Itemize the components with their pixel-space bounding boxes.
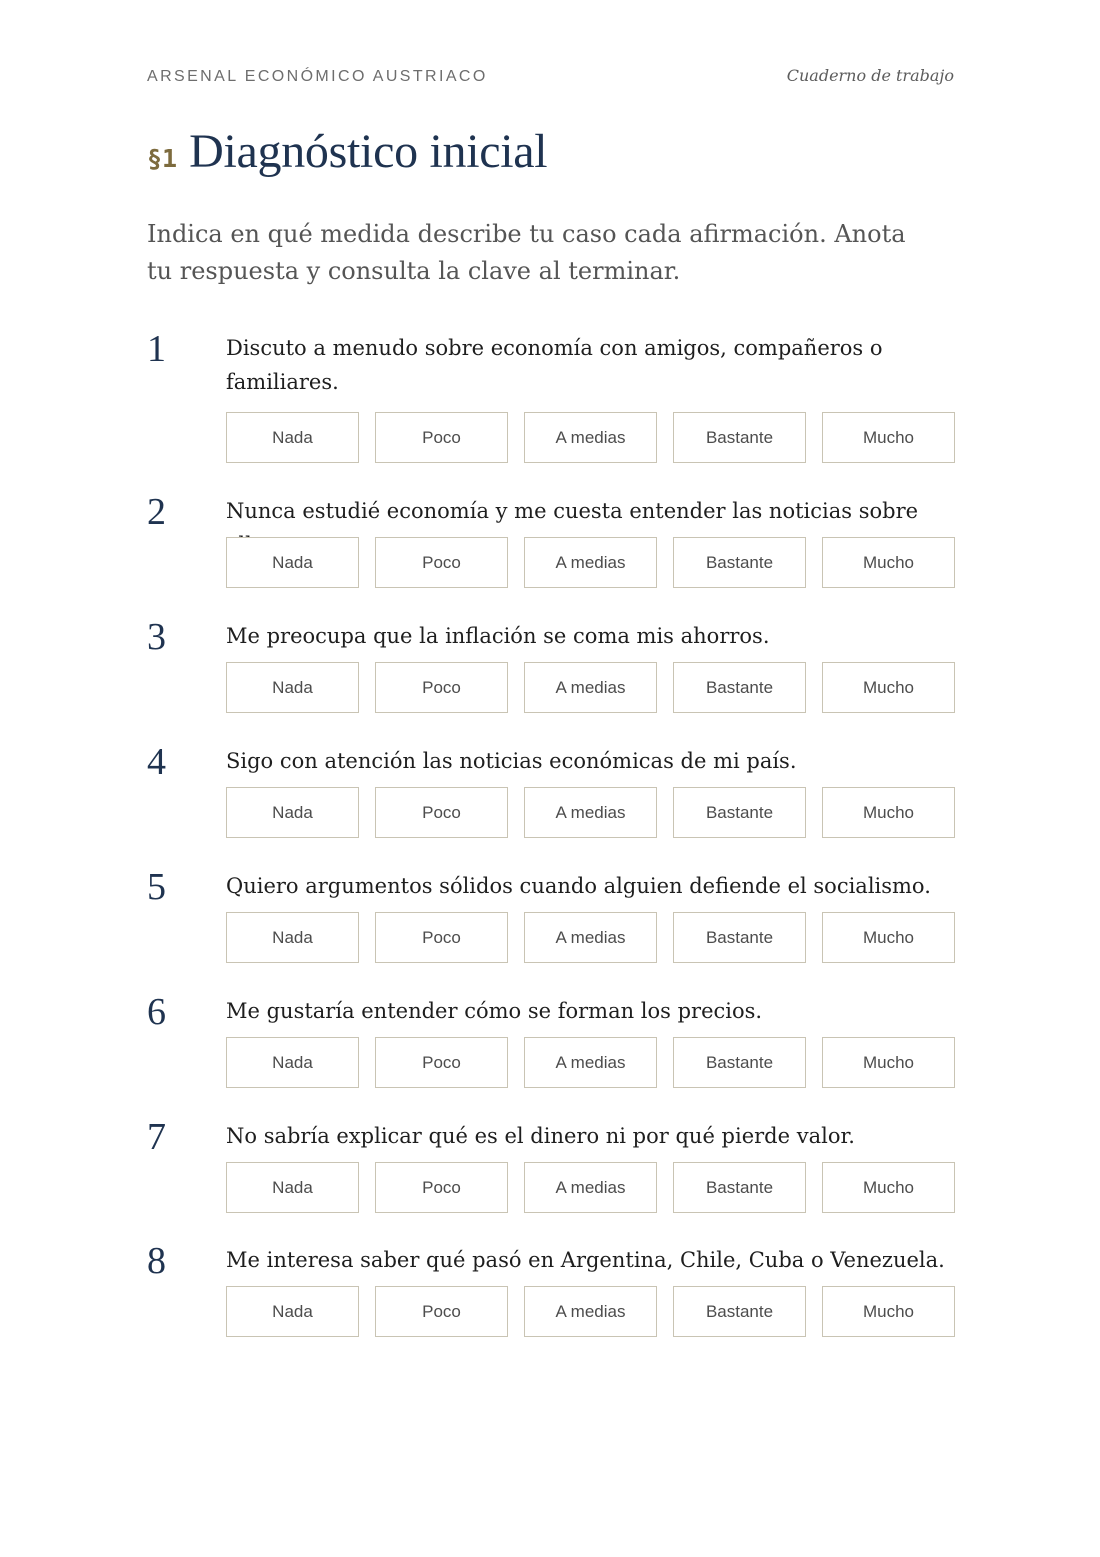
answer-option-nada[interactable]: Nada [226,1162,359,1213]
question-text: Sigo con atención las noticias económicas de mi país. [226,749,797,773]
answer-option-mucho[interactable]: Mucho [822,1037,955,1088]
answer-option-a-medias[interactable]: A medias [524,787,657,838]
document-type-label: Cuaderno de trabajo [786,66,954,85]
section-number: §1 [147,144,178,173]
answer-option-a-medias[interactable]: A medias [524,537,657,588]
answer-option-bastante[interactable]: Bastante [673,662,806,713]
answer-scale [226,412,955,463]
question-number: 1 [147,328,166,370]
answer-option-bastante[interactable]: Bastante [673,537,806,588]
answer-option-nada[interactable]: Nada [226,412,359,463]
answer-scale [226,912,955,963]
answer-scale [226,1037,955,1088]
brand-label: ARSENAL ECONÓMICO AUSTRIACO [147,68,488,85]
answer-option-nada[interactable]: Nada [226,662,359,713]
question-text: Me preocupa que la inflación se coma mis ahorros. [226,624,770,648]
section-intro: Indica en qué medida describe tu caso cada afirmación. Anota tu respuesta y consulta la clave al terminar. [147,220,906,285]
answer-option-nada[interactable]: Nada [226,787,359,838]
answer-option-nada[interactable]: Nada [226,1037,359,1088]
question-text: Me gustaría entender cómo se forman los precios. [226,999,763,1023]
answer-option-poco[interactable]: Poco [375,1037,508,1088]
question-text: Me interesa saber qué pasó en Argentina, Chile, Cuba o Venezuela. [226,1248,945,1272]
answer-option-poco[interactable]: Poco [375,412,508,463]
question-number: 5 [147,866,166,908]
answer-option-mucho[interactable]: Mucho [822,1162,955,1213]
answer-option-mucho[interactable]: Mucho [822,412,955,463]
answer-option-poco[interactable]: Poco [375,787,508,838]
answer-option-a-medias[interactable]: A medias [524,1162,657,1213]
answer-scale [226,1286,955,1337]
answer-option-mucho[interactable]: Mucho [822,537,955,588]
answer-option-poco[interactable]: Poco [375,662,508,713]
section-title: Diagnóstico inicial [189,125,548,178]
answer-option-poco[interactable]: Poco [375,1162,508,1213]
answer-scale [226,1162,955,1213]
answer-option-poco[interactable]: Poco [375,537,508,588]
answer-option-a-medias[interactable]: A medias [524,412,657,463]
answer-option-bastante[interactable]: Bastante [673,412,806,463]
answer-scale [226,537,955,588]
question-number: 6 [147,991,166,1033]
question-number: 2 [147,491,166,533]
section-heading [147,124,547,188]
answer-option-a-medias[interactable]: A medias [524,1286,657,1337]
question-number: 4 [147,741,166,783]
answer-option-a-medias[interactable]: A medias [524,662,657,713]
answer-option-bastante[interactable]: Bastante [673,1037,806,1088]
question-text: Discuto a menudo sobre economía con amigos, compañeros o familiares. [226,336,883,394]
answer-option-a-medias[interactable]: A medias [524,1037,657,1088]
answer-option-bastante[interactable]: Bastante [673,787,806,838]
answer-option-nada[interactable]: Nada [226,1286,359,1337]
question-text: No sabría explicar qué es el dinero ni por qué pierde valor. [226,1124,855,1148]
question-text: Nunca estudié economía y me cuesta entender las noticias sobre [226,499,919,523]
answer-option-mucho[interactable]: Mucho [822,912,955,963]
answer-scale [226,662,955,713]
answer-option-poco[interactable]: Poco [375,1286,508,1337]
question-text: Quiero argumentos sólidos cuando alguien defiende el socialismo. [226,874,931,898]
answer-scale [226,787,955,838]
answer-option-mucho[interactable]: Mucho [822,787,955,838]
question-number: 8 [147,1240,166,1282]
answer-option-nada[interactable]: Nada [226,912,359,963]
answer-option-poco[interactable]: Poco [375,912,508,963]
question-number: 3 [147,616,166,658]
page-header [147,66,954,90]
answer-option-bastante[interactable]: Bastante [673,1162,806,1213]
answer-option-mucho[interactable]: Mucho [822,662,955,713]
answer-option-bastante[interactable]: Bastante [673,912,806,963]
answer-option-a-medias[interactable]: A medias [524,912,657,963]
answer-option-nada[interactable]: Nada [226,537,359,588]
question-number: 7 [147,1116,166,1158]
answer-option-mucho[interactable]: Mucho [822,1286,955,1337]
answer-option-bastante[interactable]: Bastante [673,1286,806,1337]
